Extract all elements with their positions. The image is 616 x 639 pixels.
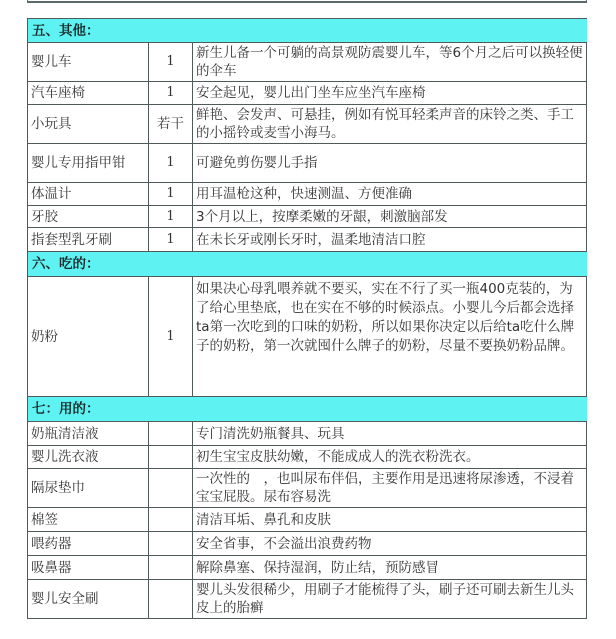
table-row — [28, 469, 587, 508]
table-row — [28, 532, 587, 556]
item-qty: 1 — [149, 82, 193, 105]
item-name: 婴儿安全刷 — [28, 580, 149, 619]
item-qty — [149, 556, 193, 580]
item-name: 婴儿洗衣液 — [28, 446, 149, 469]
item-qty — [149, 508, 193, 532]
item-qty: 1 — [149, 183, 193, 206]
table-row — [28, 82, 587, 105]
item-name: 体温计 — [28, 183, 149, 206]
item-name: 隔尿垫巾 — [28, 469, 149, 508]
item-qty — [149, 422, 193, 446]
table-row — [28, 43, 587, 82]
table-row — [28, 277, 587, 397]
item-desc: 专门清洗奶瓶餐具、玩具 — [193, 422, 587, 446]
item-desc: 清洁耳垢、鼻孔和皮肤 — [193, 508, 587, 532]
item-desc: 3个月以上，按摩柔嫩的牙龈，刺激脑部发 — [193, 206, 587, 228]
section-title: 六、吃的： — [28, 252, 587, 277]
item-name: 婴儿车 — [28, 43, 149, 82]
table-row — [28, 228, 587, 252]
table-row — [28, 580, 587, 619]
section-title: 七：用的： — [28, 397, 587, 422]
item-desc: 如果决心母乳喂养就不要买，实在不行了买一瓶400克装的，为了给心里垫底，也在实在不够的时候添点。小婴儿今后都会选择ta第一次吃到的口味的奶粉，所以如果你决定以后给ta吃什么牌子的奶粉，第一次就囤什么牌子的奶粉，尽量不要换奶粉品牌。 — [193, 277, 587, 397]
table-row — [28, 446, 587, 469]
item-qty: 若干 — [149, 105, 193, 144]
section-header-other — [28, 19, 587, 43]
item-name: 棉签 — [28, 508, 149, 532]
item-name: 指套型乳牙刷 — [28, 228, 149, 252]
item-desc: 新生儿备一个可躺的高景观防震婴儿车，等6个月之后可以换轻便的伞车 — [193, 43, 587, 82]
item-qty — [149, 532, 193, 556]
baby-supplies-table — [27, 18, 587, 619]
section-header-food — [28, 252, 587, 277]
table-row — [28, 556, 587, 580]
table-row — [28, 206, 587, 228]
item-name: 奶瓶清洁液 — [28, 422, 149, 446]
item-desc: 用耳温枪这种，快速测温、方便准确 — [193, 183, 587, 206]
item-qty: 1 — [149, 206, 193, 228]
item-name: 喂药器 — [28, 532, 149, 556]
item-name: 奶粉 — [28, 277, 149, 397]
item-name: 婴儿专用指甲钳 — [28, 144, 149, 183]
item-qty: 1 — [149, 228, 193, 252]
item-name: 吸鼻器 — [28, 556, 149, 580]
item-qty — [149, 446, 193, 469]
previous-table-bottom-edge — [27, 0, 587, 3]
item-qty: 1 — [149, 43, 193, 82]
item-name: 汽车座椅 — [28, 82, 149, 105]
item-desc: 初生宝宝皮肤幼嫩，不能成成人的洗衣粉洗衣。 — [193, 446, 587, 469]
table-row — [28, 422, 587, 446]
item-desc: 解除鼻塞、保持湿润，防止结，预防感冒 — [193, 556, 587, 580]
item-qty — [149, 469, 193, 508]
item-qty: 1 — [149, 277, 193, 397]
table-row — [28, 144, 587, 183]
item-desc: 安全省事，不会溢出浪费药物 — [193, 532, 587, 556]
item-qty — [149, 580, 193, 619]
section-title: 五、其他： — [28, 19, 587, 43]
item-desc: 婴儿头发很稀少，用刷子才能梳得了头，刷子还可刷去新生儿头皮上的胎癣 — [193, 580, 587, 619]
item-name: 小玩具 — [28, 105, 149, 144]
table-row — [28, 508, 587, 532]
item-desc: 一次性的 ，也叫尿布伴侣，主要作用是迅速将尿渗透，不浸着宝宝屁股。尿布容易洗 — [193, 469, 587, 508]
item-desc: 在未长牙或刚长牙时，温柔地清洁口腔 — [193, 228, 587, 252]
item-qty: 1 — [149, 144, 193, 183]
item-name: 牙胶 — [28, 206, 149, 228]
item-desc: 安全起见，婴儿出门坐车应坐汽车座椅 — [193, 82, 587, 105]
item-desc: 可避免剪伤婴儿手指 — [193, 144, 587, 183]
section-header-supplies — [28, 397, 587, 422]
table-row — [28, 105, 587, 144]
item-desc: 鲜艳、会发声、可悬挂，例如有悦耳轻柔声音的床铃之类、手工的小摇铃或麦雪小海马。 — [193, 105, 587, 144]
table-row — [28, 183, 587, 206]
